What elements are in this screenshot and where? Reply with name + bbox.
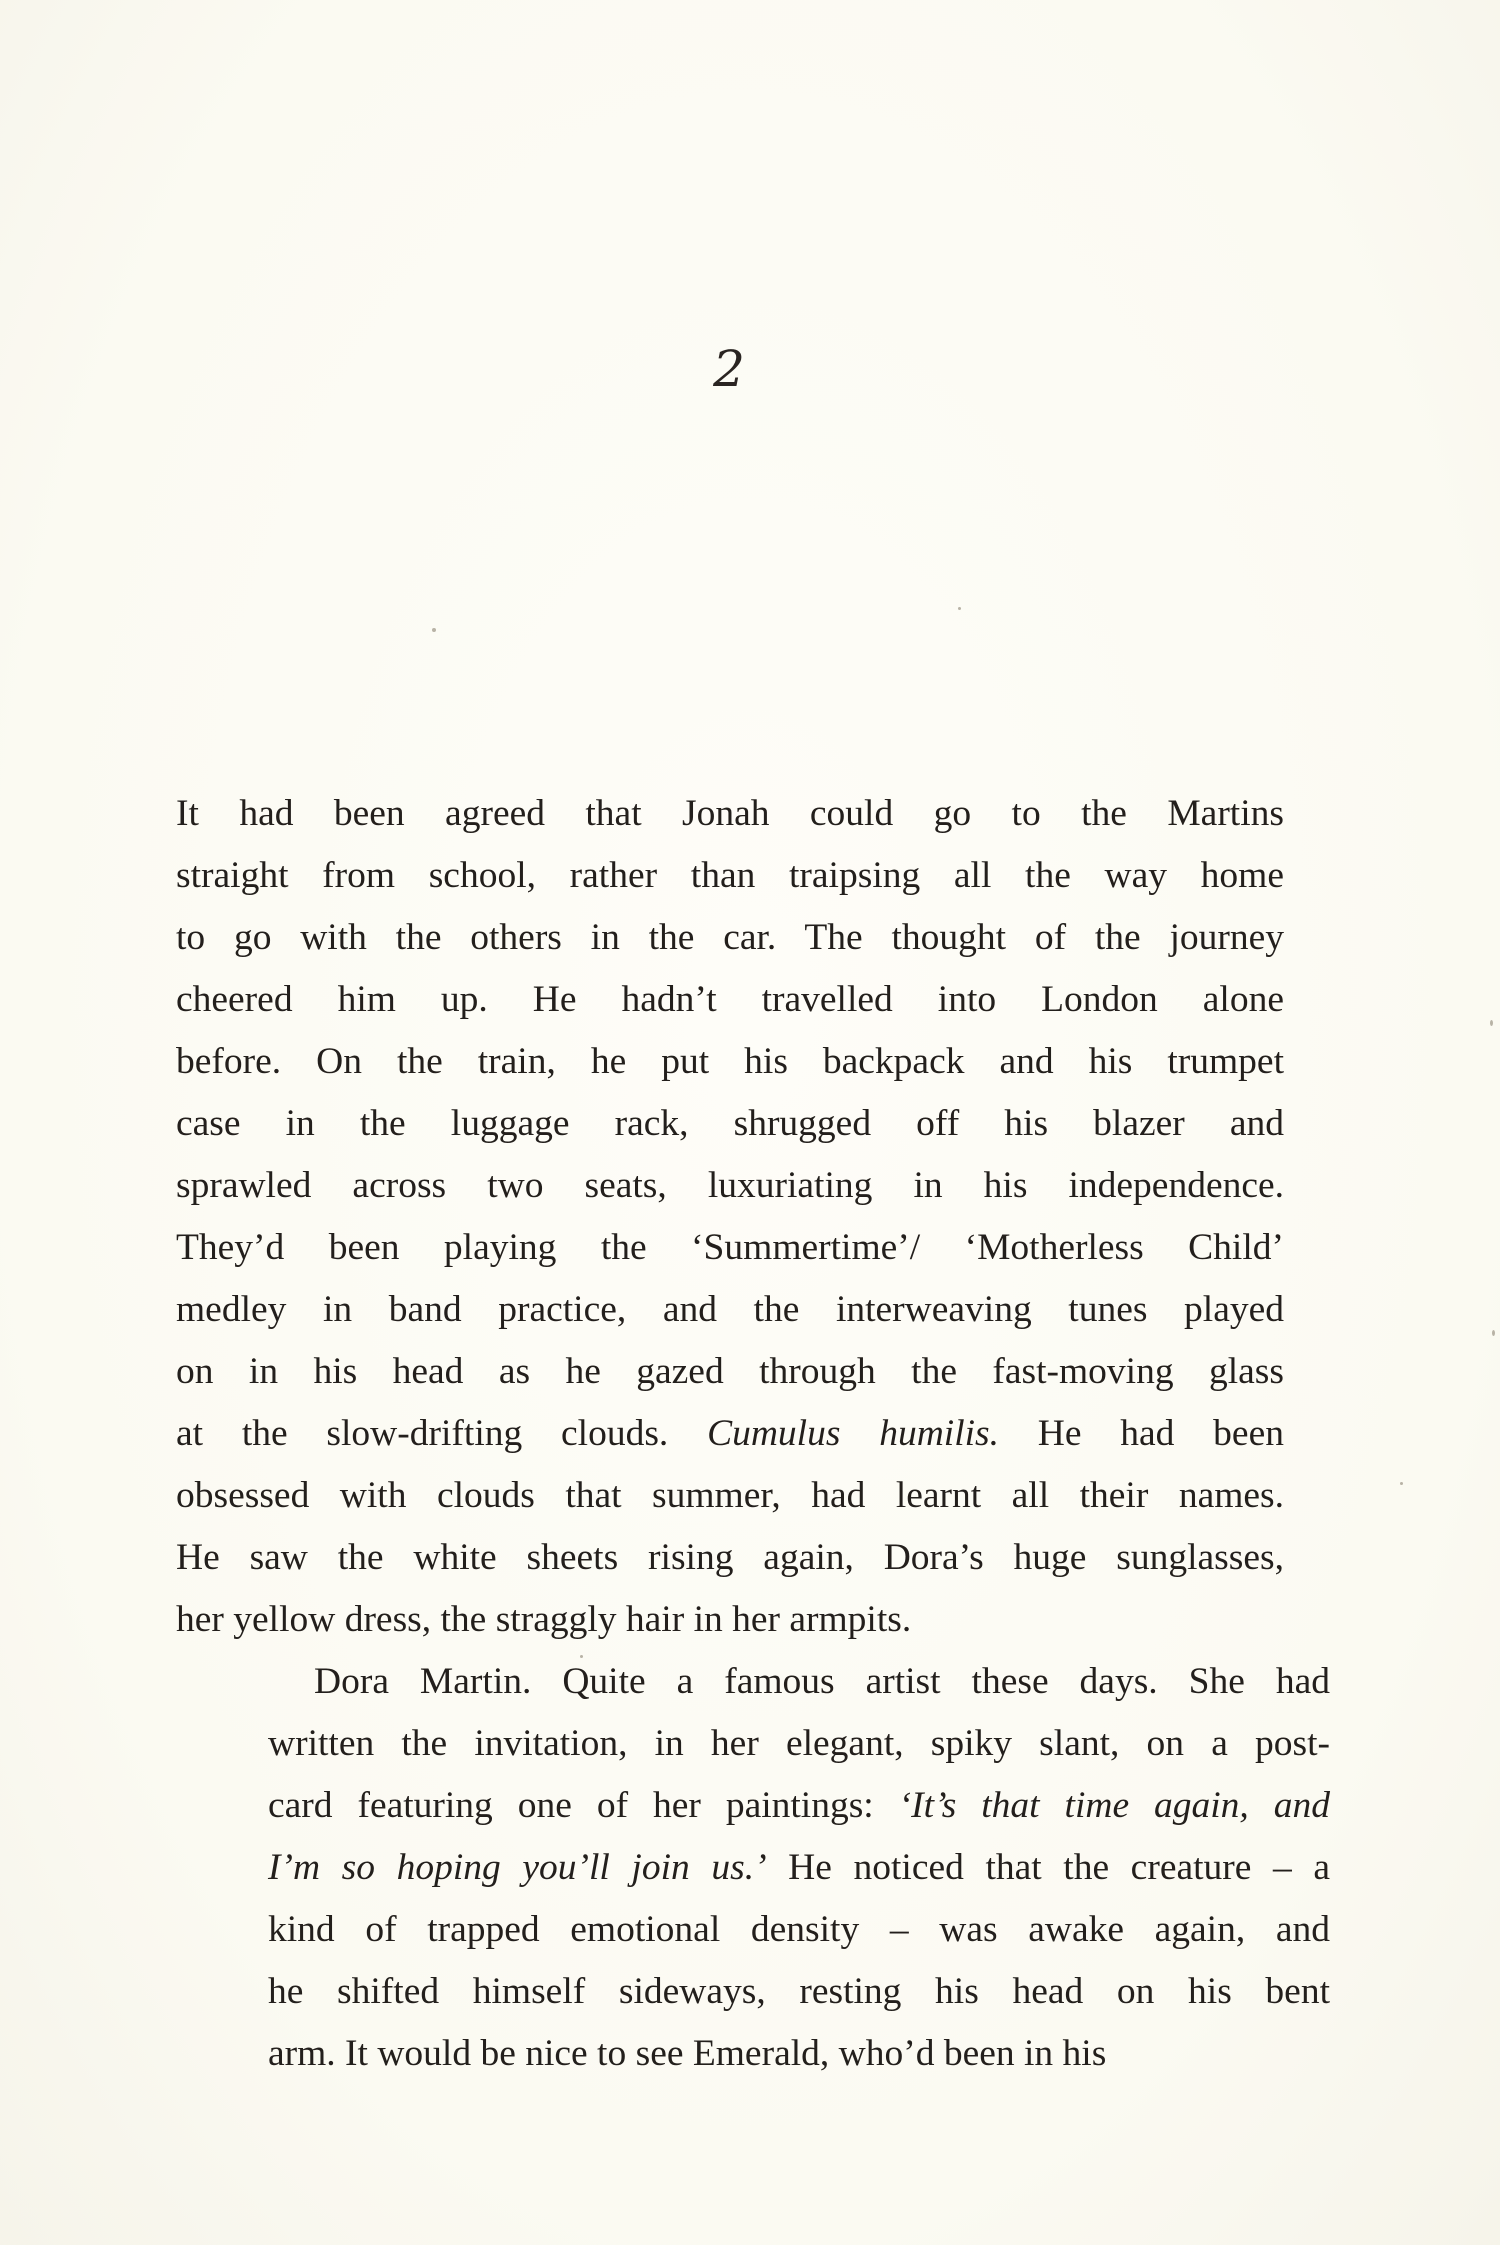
text-line-content: on in his head as he gazed through the fast-moving glass bbox=[176, 1351, 1284, 1392]
text-line bbox=[176, 1155, 1284, 1217]
paper-speck bbox=[1400, 1482, 1403, 1485]
text-line bbox=[176, 1465, 1284, 1527]
text-line bbox=[176, 845, 1284, 907]
paper-speck bbox=[580, 1655, 583, 1658]
chapter-number: 2 bbox=[713, 340, 745, 398]
text-line bbox=[176, 1341, 1284, 1403]
text-line bbox=[176, 1961, 1330, 2023]
text-line-content: to go with the others in the car. The thought of the journey bbox=[176, 917, 1284, 958]
text-line-content: medley in band practice, and the interweaving tunes played bbox=[176, 1289, 1284, 1330]
text-line-content: he shifted himself sideways, resting his head on his bent bbox=[268, 1971, 1330, 2012]
text-line-content: before. On the train, he put his backpack and his trumpet bbox=[176, 1041, 1284, 1082]
text-line bbox=[176, 1837, 1330, 1899]
text-line bbox=[176, 1093, 1284, 1155]
text-line-content: sprawled across two seats, luxuriating in his independence. bbox=[176, 1165, 1284, 1206]
italic-text: ‘It’s that time again, and bbox=[898, 1785, 1330, 1826]
text-line-content: arm. It would be nice to see Emerald, who’d been in his bbox=[268, 2033, 1107, 2074]
text-line bbox=[176, 1031, 1284, 1093]
text-line-content bbox=[176, 1403, 1284, 1465]
text-line bbox=[176, 1589, 1284, 1651]
paper-speck bbox=[432, 628, 436, 632]
text-line bbox=[176, 1403, 1284, 1465]
text-segment: card featuring one of her paintings: bbox=[268, 1785, 899, 1826]
text-line bbox=[176, 969, 1284, 1031]
italic-text: I’m so hoping you’ll join us.’ bbox=[268, 1847, 767, 1888]
text-line-content: obsessed with clouds that summer, had learnt all their names. bbox=[176, 1475, 1284, 1516]
paper-speck bbox=[1492, 1330, 1495, 1336]
text-line-content: her yellow dress, the straggly hair in her armpits. bbox=[176, 1599, 912, 1640]
text-segment: He noticed that the creature – a bbox=[766, 1847, 1330, 1888]
text-line-content: kind of trapped emotional density – was awake again, and bbox=[268, 1909, 1330, 1950]
text-line bbox=[176, 1527, 1284, 1589]
italic-text: Cumulus humilis. bbox=[707, 1413, 999, 1454]
text-line bbox=[176, 1899, 1330, 1961]
paper-speck bbox=[1490, 1020, 1493, 1026]
text-line bbox=[176, 1775, 1330, 1837]
text-line-content: case in the luggage rack, shrugged off his blazer and bbox=[176, 1103, 1284, 1144]
text-segment: He had been bbox=[999, 1413, 1284, 1454]
paper-speck bbox=[958, 607, 961, 610]
text-line bbox=[176, 1651, 1330, 1713]
text-line-content: cheered him up. He hadn’t travelled into London alone bbox=[176, 979, 1284, 1020]
text-line bbox=[176, 783, 1284, 845]
text-line-content: They’d been playing the ‘Summertime’/ ‘Motherless Child’ bbox=[176, 1227, 1284, 1268]
text-line-content: He saw the white sheets rising again, Dora’s huge sunglasses, bbox=[176, 1537, 1284, 1578]
paragraph-2 bbox=[176, 1651, 1330, 2085]
paragraph-1 bbox=[176, 783, 1284, 1651]
text-line bbox=[176, 2023, 1284, 2085]
text-line-content: It had been agreed that Jonah could go to the Martins bbox=[176, 793, 1284, 834]
text-line bbox=[176, 1713, 1330, 1775]
text-line-content: Dora Martin. Quite a famous artist these days. She had bbox=[314, 1661, 1330, 1702]
text-line bbox=[176, 1279, 1284, 1341]
text-line-content bbox=[222, 1775, 1330, 1837]
text-line-content: written the invitation, in her elegant, spiky slant, on a post- bbox=[268, 1723, 1330, 1764]
text-line-content bbox=[222, 1837, 1330, 1899]
text-line-content: straight from school, rather than traipsing all the way home bbox=[176, 855, 1284, 896]
text-line bbox=[176, 907, 1284, 969]
text-line bbox=[176, 1217, 1284, 1279]
text-segment: at the slow-drifting clouds. bbox=[176, 1413, 708, 1454]
body-text bbox=[176, 783, 1330, 2085]
